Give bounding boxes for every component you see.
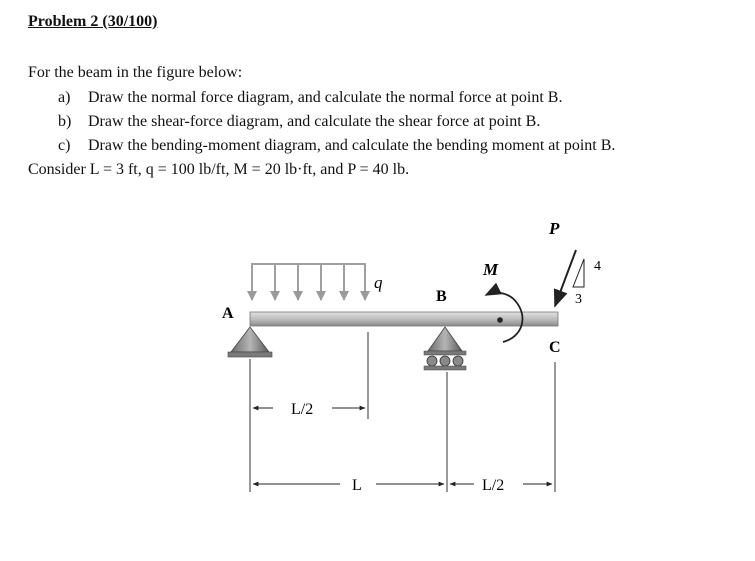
label-q: q — [374, 273, 383, 292]
question-b-label: b) — [58, 113, 72, 130]
question-c-label: c) — [58, 137, 71, 154]
label-b: B — [436, 288, 447, 305]
problem-title: Problem 2 (30/100) — [28, 13, 158, 30]
slope-triangle — [573, 259, 584, 287]
question-b-text: Draw the shear-force diagram, and calculate the shear force at point B. — [88, 113, 541, 130]
question-a-label: a) — [58, 89, 71, 106]
question-a-text: Draw the normal force diagram, and calculate the normal force at point B. — [88, 89, 563, 106]
force-p-arrow — [555, 250, 576, 306]
moment-point — [497, 317, 503, 323]
label-a: A — [222, 305, 234, 322]
problem-intro: For the beam in the figure below: — [28, 64, 243, 81]
label-m: M — [483, 260, 499, 279]
label-p: P — [549, 219, 560, 238]
given-values: Consider L = 3 ft, q = 100 lb/ft, M = 20 lb·ft, and P = 40 lb. — [28, 161, 410, 178]
question-c-text: Draw the bending-moment diagram, and calculate the bending moment at point B. — [88, 137, 616, 154]
dim-label-l: L — [352, 477, 362, 494]
distributed-load-q — [251, 264, 366, 300]
slope-horizontal: 3 — [575, 292, 582, 307]
dim-label-l2-right: L/2 — [482, 477, 505, 494]
beam — [250, 312, 558, 326]
dim-label-l2-left: L/2 — [291, 401, 314, 418]
pin-support-a — [228, 327, 272, 357]
slope-vertical: 4 — [594, 259, 601, 274]
label-c: C — [549, 339, 561, 356]
roller-support — [424, 327, 466, 370]
